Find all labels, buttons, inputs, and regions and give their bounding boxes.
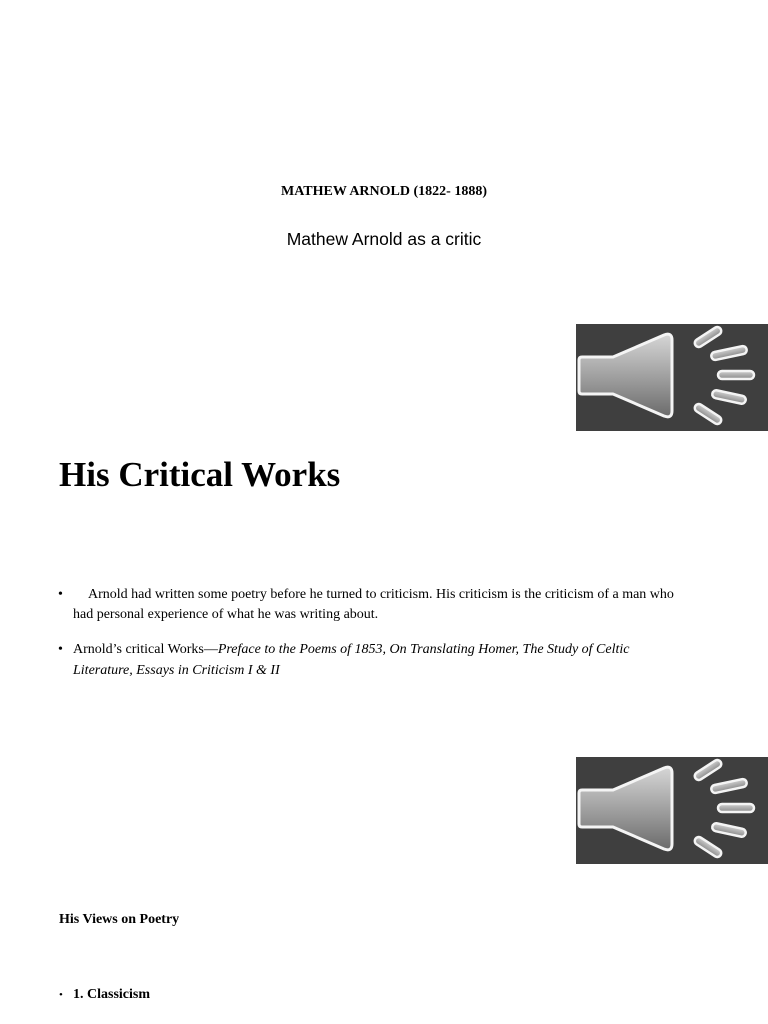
- sound-wave: [718, 804, 754, 812]
- bullet-line: Arnold had written some poetry before he turned to criticism. His criticism is the criticism of a man who: [88, 587, 674, 602]
- speaker-icon: [576, 324, 768, 431]
- document-subtitle: Mathew Arnold as a critic: [286, 229, 482, 249]
- bullet-item: [0, 585, 768, 627]
- bullet-line: had personal experience of what he was writing about.: [73, 607, 379, 622]
- list-item: [0, 985, 768, 1005]
- bullet-marker: •: [59, 989, 63, 1001]
- bullet-marker: •: [58, 587, 63, 602]
- list-item-text: 1. Classicism: [73, 987, 150, 1002]
- bullet-marker: •: [58, 642, 63, 657]
- document-title: MATHEW ARNOLD (1822- 1888): [281, 184, 487, 199]
- audio-clip: [576, 757, 768, 864]
- speaker-icon: [576, 757, 768, 864]
- audio-clip: [576, 324, 768, 431]
- section-heading-critical-works: His Critical Works: [59, 455, 341, 494]
- section-heading-views-on-poetry: His Views on Poetry: [59, 912, 180, 927]
- sound-wave: [718, 371, 754, 379]
- critical-works-titles: Preface to the Poems of 1853, On Translating Homer, The Study of Celtic: [217, 642, 630, 657]
- critical-works-titles: Literature, Essays in Criticism I & II: [73, 663, 280, 678]
- critical-works-label: Arnold’s critical Works—: [73, 642, 218, 657]
- bullet-item: [0, 640, 768, 682]
- bullet-line: [73, 640, 629, 660]
